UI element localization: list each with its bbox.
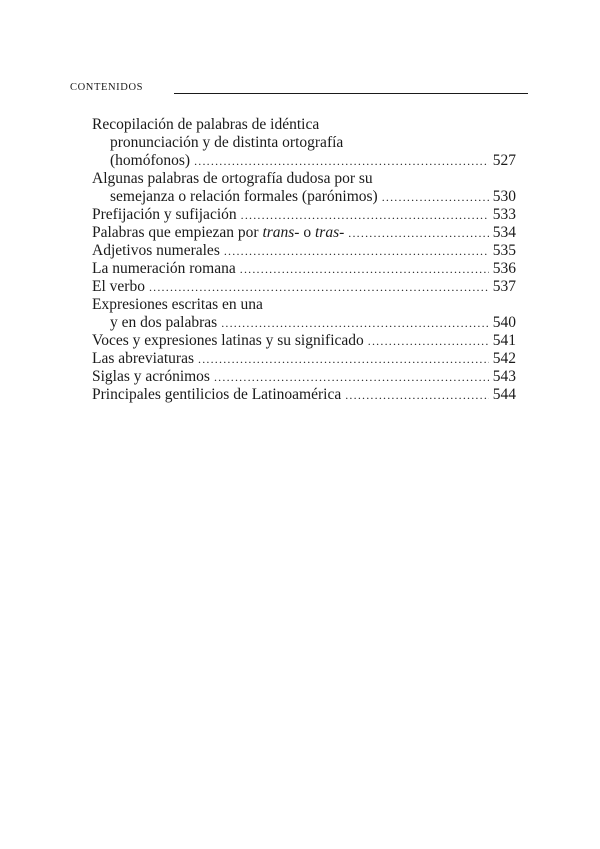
toc-line: Algunas palabras de ortografía dudosa por su [92, 170, 373, 187]
page-number: 536 [492, 260, 516, 277]
toc-line: Voces y expresiones latinas y su significado ..... 541 [92, 332, 516, 350]
italic-prefix-tras: tras- [314, 224, 345, 241]
header-rule [174, 93, 528, 94]
dot-leader [240, 260, 489, 278]
toc-entry-expresiones[interactable] [92, 296, 516, 332]
toc-line: Recopilación de palabras de idéntica [92, 116, 320, 133]
toc-line: Palabras que empiezan por trans- o tras- ..... 534 [92, 224, 516, 242]
toc-entry-el-verbo[interactable] [92, 278, 516, 296]
dot-leader [149, 278, 489, 296]
toc-entry-trans-tras[interactable] [92, 224, 516, 242]
toc-line: Las abreviaturas ..... 542 [92, 350, 516, 368]
toc-line: Principales gentilicios de Latinoamérica ..... 544 [92, 386, 516, 404]
page-number: 542 [492, 350, 516, 367]
toc-entry-prefijacion[interactable] [92, 206, 516, 224]
page-number: 544 [492, 386, 516, 403]
dot-leader [241, 206, 489, 224]
page-number: 540 [492, 314, 516, 331]
toc-entry-abreviaturas[interactable] [92, 350, 516, 368]
dot-leader [198, 350, 489, 368]
dot-leader [221, 314, 489, 332]
toc-entry-adjetivos-numerales[interactable] [92, 242, 516, 260]
toc-line: El verbo ..... 537 [92, 278, 516, 296]
dot-leader [382, 188, 489, 206]
toc-line: Expresiones escritas en una [92, 296, 263, 313]
dot-leader [348, 224, 488, 242]
running-header [70, 78, 528, 98]
toc-line: Prefijación y sufijación ..... 533 [92, 206, 516, 224]
page-number: 537 [492, 278, 516, 295]
page-number: 533 [492, 206, 516, 223]
toc-line: Adjetivos numerales ..... 535 [92, 242, 516, 260]
page-number: 534 [492, 224, 516, 241]
toc-line: y en dos palabras ..... 540 [92, 314, 516, 332]
dot-leader [368, 332, 489, 350]
toc-line: La numeración romana ..... 536 [92, 260, 516, 278]
toc-entry-gentilicios[interactable] [92, 386, 516, 404]
toc-line: (homófonos) ..... 527 [92, 152, 516, 170]
toc-entry-siglas[interactable] [92, 368, 516, 386]
toc-entry-homofonos[interactable] [92, 116, 516, 170]
toc-line: pronunciación y de distinta ortografía [110, 134, 344, 151]
dot-leader [214, 368, 489, 386]
page-number: 541 [492, 332, 516, 349]
page-number: 527 [492, 152, 516, 169]
toc-entry-voces-latinas[interactable] [92, 332, 516, 350]
page-number: 535 [492, 242, 516, 259]
toc-line: semejanza o relación formales (parónimos) ..... 530 [92, 188, 516, 206]
dot-leader [224, 242, 489, 260]
dot-leader [345, 386, 489, 404]
page-number: 543 [492, 368, 516, 385]
table-of-contents [92, 116, 516, 404]
italic-prefix-trans: trans- [262, 224, 300, 241]
dot-leader [194, 152, 489, 170]
toc-line: Siglas y acrónimos ..... 543 [92, 368, 516, 386]
toc-entry-paronimos[interactable] [92, 170, 516, 206]
header-label: CONTENIDOS [70, 82, 144, 93]
page-number: 530 [492, 188, 516, 205]
toc-entry-numeracion-romana[interactable] [92, 260, 516, 278]
